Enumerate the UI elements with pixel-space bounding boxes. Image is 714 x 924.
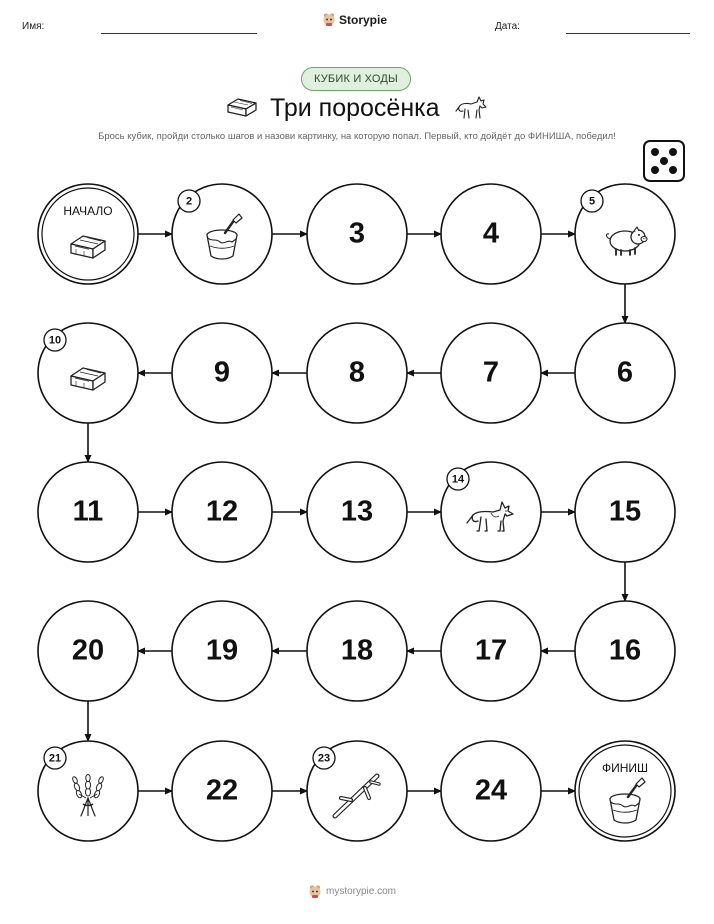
footer-url[interactable]: mystorypie.com	[326, 886, 397, 897]
finish-label: ФИНИШ	[601, 761, 649, 776]
board-cell-14[interactable]	[441, 462, 541, 562]
board-cell-11[interactable]	[38, 462, 138, 562]
cell-number: 6	[616, 356, 634, 389]
board-cell-15[interactable]	[575, 462, 675, 562]
cell-number: 8	[348, 356, 366, 389]
cell-number: 7	[482, 356, 500, 389]
board-cell-3[interactable]	[307, 184, 407, 284]
number-badge-text: 10	[48, 334, 62, 347]
board-cell-24[interactable]	[441, 741, 541, 841]
board-cell-18[interactable]	[307, 601, 407, 701]
cell-number: 20	[71, 634, 105, 667]
board-cell-start[interactable]	[38, 184, 138, 284]
date-label: Дата:	[495, 21, 520, 32]
board-cell-16[interactable]	[575, 601, 675, 701]
board-cell-17[interactable]	[441, 601, 541, 701]
page-title: Три поросёнка	[270, 94, 440, 122]
instructions: Брось кубик, пройди столько шагов и назови картинку, на которую попал. Первый, кто дойдёт до ФИНИША, победил!	[98, 131, 616, 142]
cell-number: 18	[340, 634, 374, 667]
board-cells	[38, 184, 675, 841]
cell-number: 9	[213, 356, 231, 389]
cell-number: 15	[608, 495, 642, 528]
board-cell-12[interactable]	[172, 462, 272, 562]
board-cell-20[interactable]	[38, 601, 138, 701]
number-badge-text: 5	[588, 195, 596, 208]
logo-text: Storypie	[339, 12, 388, 27]
board-cell-6[interactable]	[575, 323, 675, 423]
cell-number: 22	[205, 774, 239, 807]
cell-number: 4	[482, 217, 500, 250]
board-cell-7[interactable]	[441, 323, 541, 423]
cell-number: 11	[72, 495, 104, 528]
cell-number: 17	[474, 634, 508, 667]
board-cell-5[interactable]	[575, 184, 675, 284]
cell-number: 16	[608, 634, 642, 667]
board-cell-23[interactable]	[307, 741, 407, 841]
number-badge-text: 14	[451, 473, 465, 486]
board-cell-10[interactable]	[38, 323, 138, 423]
name-label: Имя:	[22, 21, 45, 32]
board-cell-21[interactable]	[38, 741, 138, 841]
board-cell-22[interactable]	[172, 741, 272, 841]
board-cell-finish[interactable]	[575, 741, 675, 841]
board-cell-2[interactable]	[172, 184, 272, 284]
cell-circle	[38, 184, 138, 284]
number-badge-text: 23	[317, 752, 331, 765]
board-cell-9[interactable]	[172, 323, 272, 423]
start-label: НАЧАЛО	[63, 204, 113, 219]
cell-number: 19	[205, 634, 239, 667]
board-cell-4[interactable]	[441, 184, 541, 284]
footer	[308, 884, 396, 899]
cell-circle	[575, 741, 675, 841]
board-cell-19[interactable]	[172, 601, 272, 701]
number-badge-text: 2	[185, 195, 193, 208]
cell-number: 13	[340, 495, 374, 528]
cell-number: 24	[474, 774, 508, 807]
board-cell-13[interactable]	[307, 462, 407, 562]
cell-number: 3	[348, 217, 366, 250]
activity-badge: КУБИК И ХОДЫ	[301, 67, 411, 91]
board-cell-8[interactable]	[307, 323, 407, 423]
storypie-mascot-icon	[308, 884, 322, 899]
number-badge-text: 21	[48, 752, 62, 765]
cell-number: 12	[205, 495, 239, 528]
